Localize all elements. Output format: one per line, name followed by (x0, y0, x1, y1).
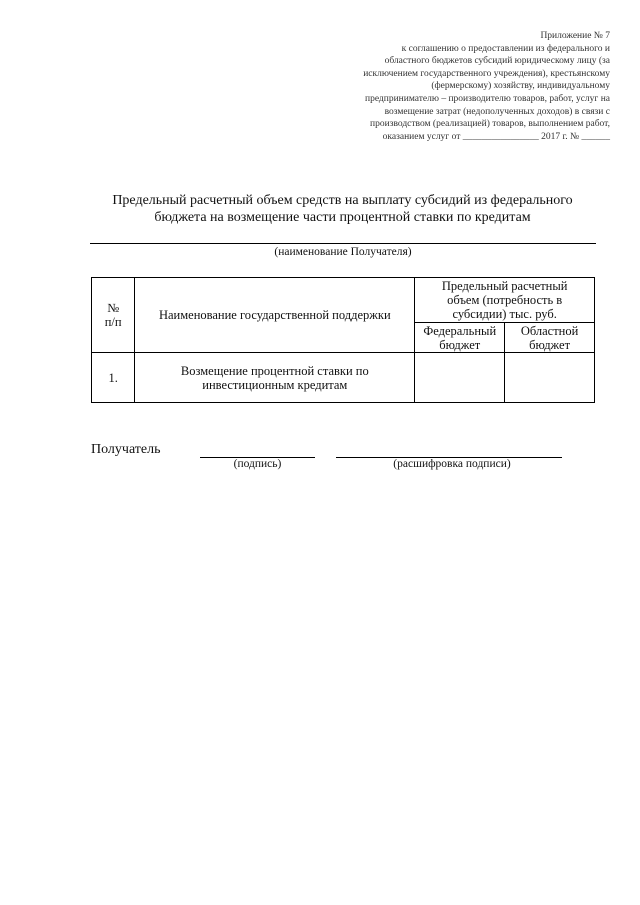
row-name-line1: Возмещение процентной ставки по (180, 363, 369, 378)
header-federal (415, 323, 505, 353)
appendix-line: возмещение затрат (недополученных доходов) в связи с (384, 106, 610, 117)
row-federal-cell[interactable] (415, 353, 505, 403)
document-title (90, 192, 595, 226)
signer-label: Получатель (91, 442, 161, 457)
header-federal-line2: бюджет (439, 337, 481, 352)
support-table (91, 277, 595, 403)
header-num (92, 278, 135, 353)
header-volume-line3: субсидии) тыс. руб. (452, 307, 557, 321)
recipient-caption: (наименование Получателя) (274, 246, 412, 258)
table-header-row (92, 278, 595, 323)
row-name-line2: инвестиционным кредитам (202, 377, 348, 392)
signature-decode-caption: (расшифровка подписи) (393, 458, 511, 470)
title-line-1: Предельный расчетный объем средств на выплату субсидий из федерального (112, 193, 573, 208)
header-regional (505, 323, 595, 353)
header-volume-line2: объем (потребность в (447, 293, 563, 307)
appendix-header (340, 30, 610, 143)
header-federal-line1: Федеральный (423, 323, 497, 338)
appendix-line: оказанием услуг от ________________ 2017 г. № ______ (382, 131, 610, 142)
header-volume-line1: Предельный расчетный (441, 279, 568, 293)
header-volume (415, 278, 595, 323)
appendix-line: Приложение № 7 (540, 31, 610, 41)
title-line-2: бюджета на возмещение части процентной ставки по кредитам (154, 210, 531, 225)
row-num: 1. (92, 353, 135, 403)
header-num-line2: п/п (104, 315, 122, 329)
header-regional-line1: Областной (520, 323, 579, 338)
appendix-line: к соглашению о предоставлении из федерального и (401, 43, 610, 54)
row-name (135, 353, 415, 403)
appendix-line: исключением государственного учреждения), крестьянскому (363, 68, 610, 79)
appendix-line: (фермерскому) хозяйству, индивидуальному (431, 81, 610, 92)
appendix-line: производством (реализацией) товаров, выполнением работ, (370, 119, 610, 130)
header-name: Наименование государственной поддержки (135, 278, 415, 353)
header-num-line1: № (107, 301, 120, 315)
header-regional-line2: бюджет (529, 337, 571, 352)
appendix-line: предпринимателю – производителю товаров, работ, услуг на (364, 93, 610, 104)
row-regional-cell[interactable] (505, 353, 595, 403)
recipient-name-line[interactable] (90, 243, 596, 244)
signature-caption: (подпись) (233, 458, 282, 470)
table-row (92, 353, 595, 403)
appendix-line: областного бюджетов субсидий юридическому лицу (за (384, 56, 610, 67)
